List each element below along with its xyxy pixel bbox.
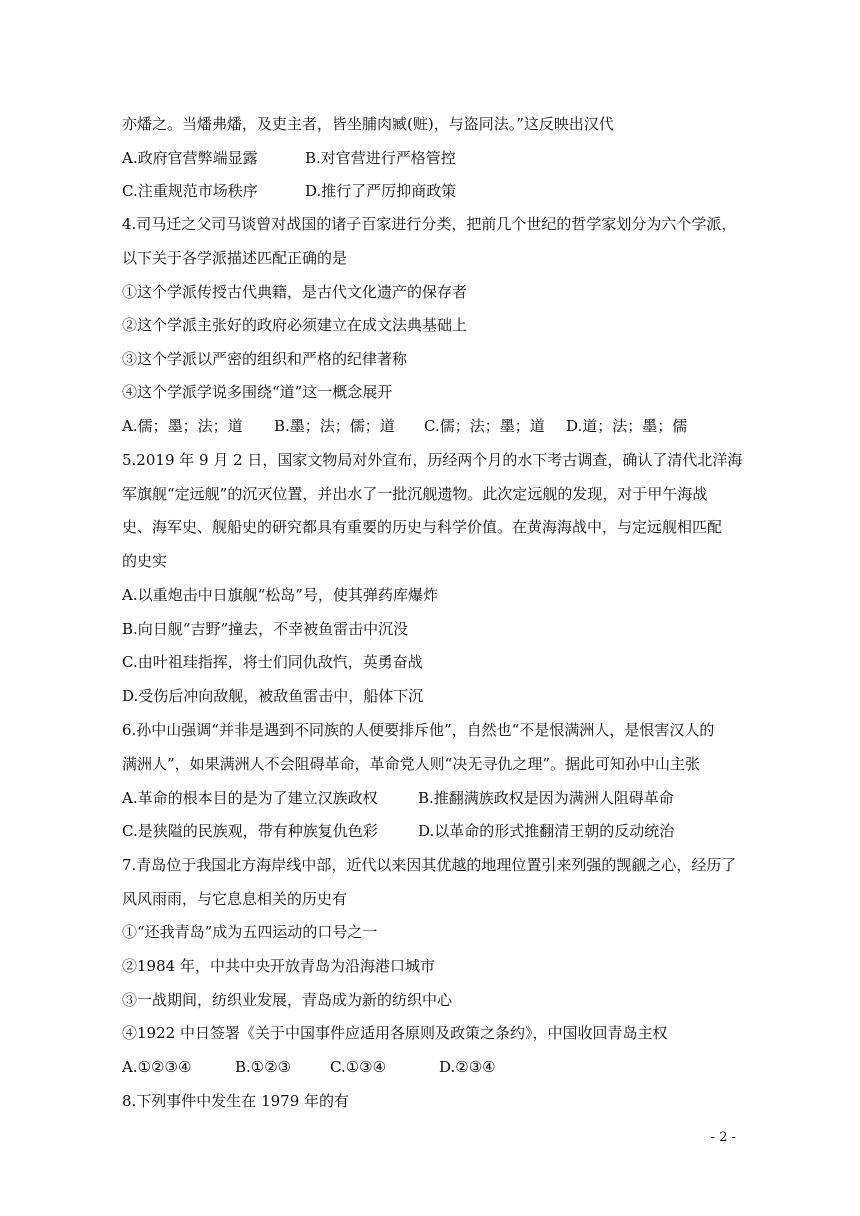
q3-option-b: B.对官营进行严格管控 [305,149,456,167]
q5-option-b: B.向日舰“吉野”撞去，不幸被鱼雷击中沉没 [122,620,409,638]
q3-stem-continuation: 亦燔之。当燔弗燔，及吏主者，皆坐脯肉臧(赃)，与盗同法。”这反映出汉代 [122,115,614,133]
q6-option-b: B.推翻满族政权是因为满洲人阻碍革命 [418,789,674,807]
q5-stem-line2: 军旗舰“定远舰”的沉灭位置，并出水了一批沉舰遗物。此次定远舰的发现，对于甲午海战 [122,485,708,503]
q4-stem-line1: 4.司马迁之父司马谈曾对战国的诸子百家进行分类，把前几个世纪的哲学家划分为六个学派， [122,215,737,233]
q3-option-d: D.推行了严厉抑商政策 [305,182,457,200]
q4-item-1: ①这个学派传授古代典籍，是古代文化遗产的保存者 [122,283,468,301]
q5-stem-line3: 史、海军史、舰船史的研究都具有重要的历史与科学价值。在黄海海战中，与定远舰相匹配 [122,518,723,536]
page-number: - 2 - [710,1130,736,1145]
q4-stem-line2: 以下关于各学派描述匹配正确的是 [122,249,348,267]
q7-option-c: C.①③④ [330,1058,387,1076]
q7-item-3: ③一战期间，纺织业发展，青岛成为新的纺织中心 [122,991,453,1009]
q7-stem-line1: 7.青岛位于我国北方海岸线中部，近代以来因其优越的地理位置引来列强的觊觎之心，经历了 [122,856,737,874]
q3-option-c: C.注重规范市场秩序 [122,182,258,200]
q5-option-c: C.由叶祖珪指挥，将士们同仇敌忾，英勇奋战 [122,653,423,671]
q4-item-2: ②这个学派主张好的政府必须建立在成文法典基础上 [122,316,468,334]
q4-option-c: C.儒；法；墨；道 [424,417,545,435]
q5-option-a: A.以重炮击中日旗舰“松岛”号，使其弹药库爆炸 [122,586,438,604]
q7-item-4: ④1922 中日签署《关于中国事件应适用各原则及政策之条约》，中国收回青岛主权 [122,1024,668,1042]
q7-option-a: A.①②③④ [122,1058,192,1076]
q6-option-a: A.革命的根本目的是为了建立汉族政权 [122,789,378,807]
q6-option-d: D.以革命的形式推翻清王朝的反动统治 [418,822,675,840]
q6-stem-line2: 满洲人”，如果满洲人不会阻碍革命，革命党人则“决无寻仇之理”。据此可知孙中山主张 [122,755,701,773]
q4-option-d: D.道；法；墨；儒 [566,417,688,435]
q7-stem-line2: 风风雨雨，与它息息相关的历史有 [122,890,348,908]
q4-item-4: ④这个学派学说多围绕“道”这一概念展开 [122,383,393,401]
q5-stem-line4: 的史实 [122,552,168,570]
q8-stem: 8.下列事件中发生在 1979 年的有 [122,1092,350,1110]
q7-item-1: ①“还我青岛”成为五四运动的口号之一 [122,923,378,941]
q4-item-3: ③这个学派以严密的组织和严格的纪律著称 [122,350,408,368]
q6-option-c: C.是狭隘的民族观，带有种族复仇色彩 [122,822,378,840]
q4-option-a: A.儒；墨；法；道 [122,417,243,435]
q7-option-d: D.②③④ [439,1058,496,1076]
q5-stem-line1: 5.2019 年 9 月 2 日，国家文物局对外宣布，历经两个月的水下考古调查，确认了清代北洋海 [122,451,743,469]
q6-stem-line1: 6.孙中山强调“并非是遇到不同族的人便要排斥他”，自然也“不是恨满洲人，是恨害汉人的 [122,721,715,739]
q7-item-2: ②1984 年，中共中央开放青岛为沿海港口城市 [122,957,435,975]
q5-option-d: D.受伤后冲向敌舰，被敌鱼雷击中，船体下沉 [122,687,424,705]
q4-option-b: B.墨；法；儒；道 [274,417,395,435]
q3-option-a: A.政府官营弊端显露 [122,149,258,167]
q7-option-b: B.①②③ [235,1058,292,1076]
